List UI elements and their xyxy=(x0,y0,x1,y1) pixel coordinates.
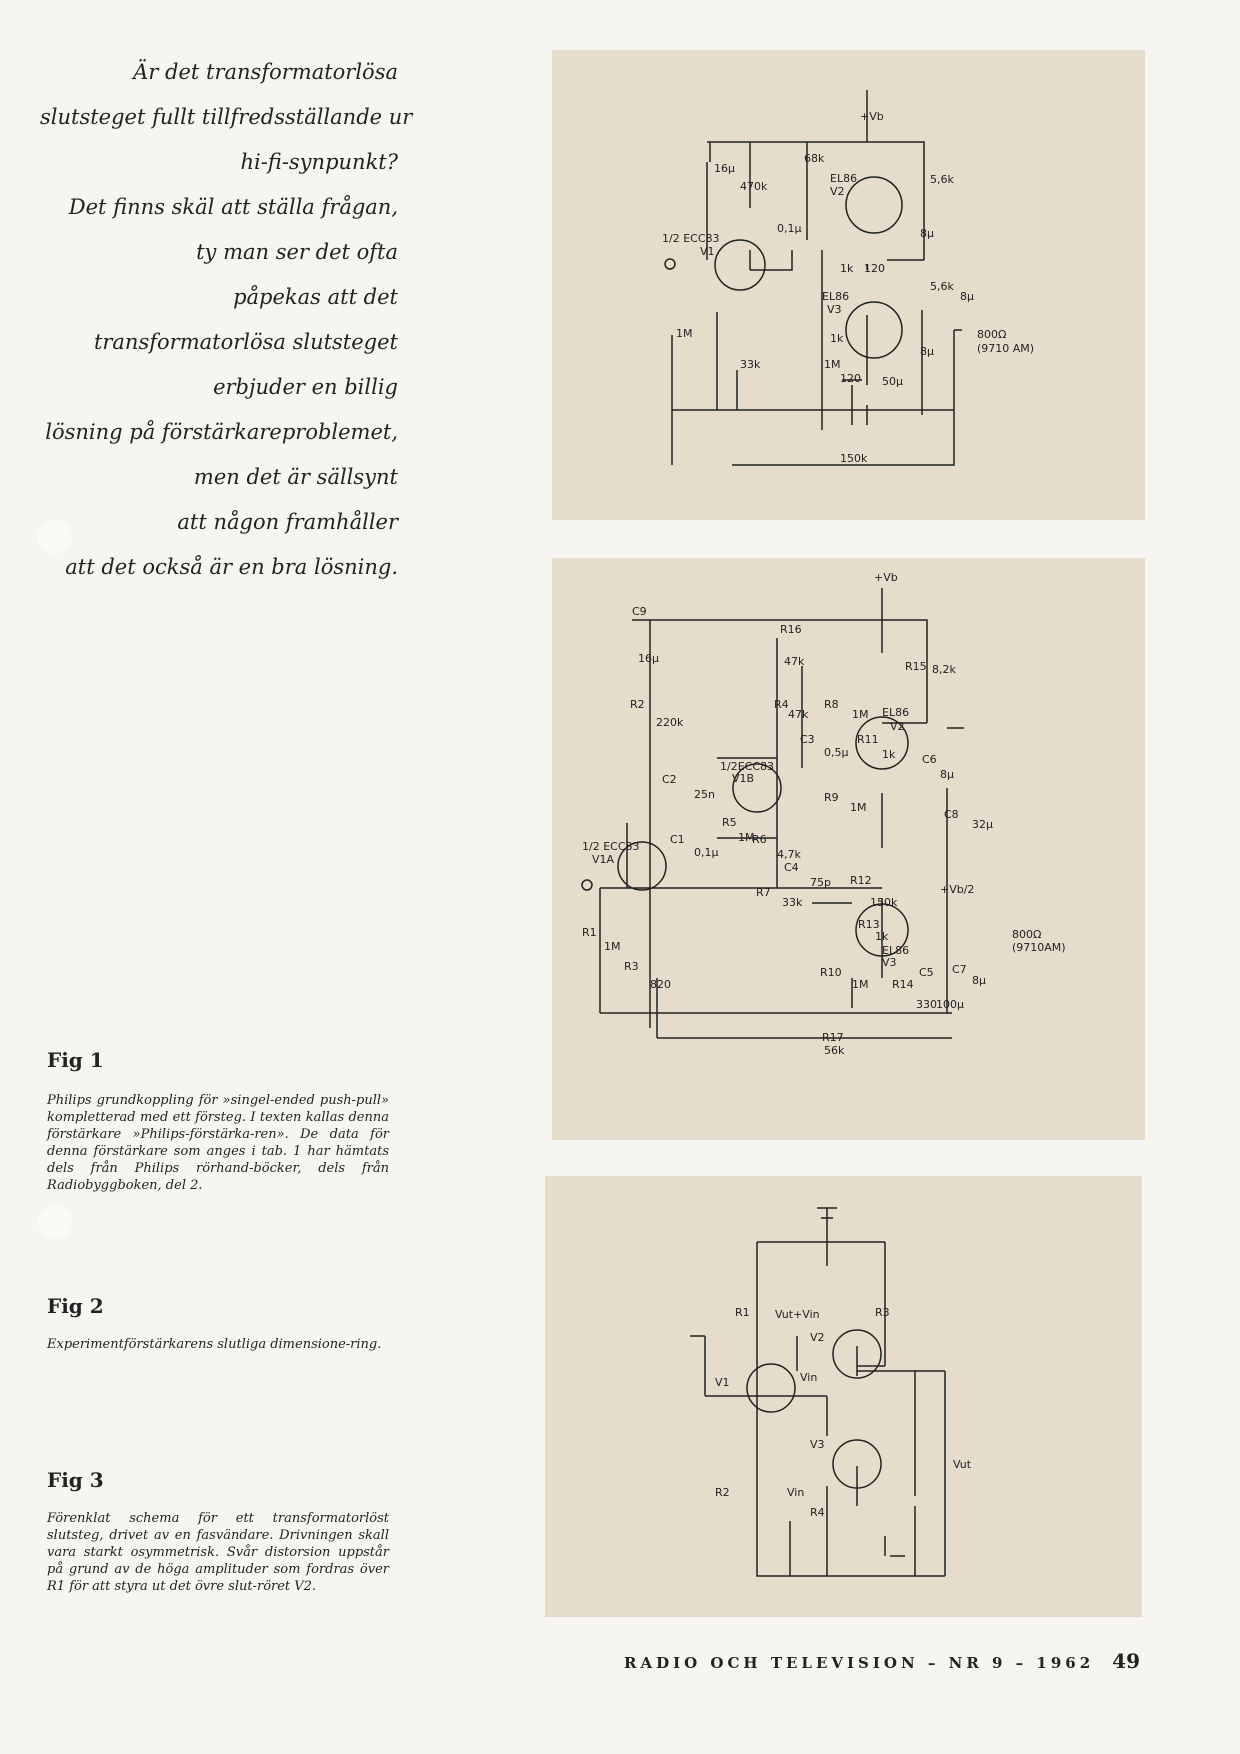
label: 1M xyxy=(852,708,869,721)
label: 1/2ECC83 xyxy=(720,760,775,773)
label: 5,6k xyxy=(930,173,954,186)
label: 120 xyxy=(864,262,885,275)
label: C6 xyxy=(922,753,937,766)
label: 1k xyxy=(830,332,844,345)
pull-quote-line: erbjuder en billig xyxy=(213,375,398,399)
label: 0,1μ xyxy=(777,222,802,235)
label: 33k xyxy=(740,358,761,371)
label: 8μ xyxy=(920,227,934,240)
schematic-2-labels xyxy=(552,558,1145,1140)
label: R10 xyxy=(820,966,842,979)
label: R6 xyxy=(752,833,767,846)
fig3-caption: Förenklat schema för ett transformatorlöst slutsteg, drivet av en fasvändare. Drivningen skall vara starkt osymmetrisk. Svår distorsion uppstår på grund av de höga amplituder som fordras över R1 för att styra ut det övre slut-röret V2. xyxy=(47,1511,389,1594)
label: V3 xyxy=(810,1438,825,1451)
label: EL86 xyxy=(822,290,850,303)
label: (9710AM) xyxy=(1012,941,1066,954)
label: V1 xyxy=(715,1376,730,1389)
label: (9710 AM) xyxy=(977,342,1035,355)
label: C9 xyxy=(632,605,647,618)
label: V2 xyxy=(830,185,845,198)
label: 1M xyxy=(604,940,621,953)
label: C3 xyxy=(800,733,815,746)
label: Vut xyxy=(953,1458,972,1471)
label: C8 xyxy=(944,808,959,821)
label: +Vb xyxy=(874,571,898,584)
schematic-3-labels xyxy=(545,1176,1142,1617)
label: R4 xyxy=(774,698,789,711)
label: 8μ xyxy=(940,768,954,781)
pull-quote-line: slutsteget fullt tillfredsställande ur xyxy=(40,105,413,129)
label: 8μ xyxy=(960,290,974,303)
label: 1k xyxy=(840,262,854,275)
label: C1 xyxy=(670,833,685,846)
schematic-1-labels xyxy=(552,50,1145,520)
label: 1k xyxy=(882,748,896,761)
label: 100μ xyxy=(936,998,964,1011)
label: C7 xyxy=(952,963,967,976)
pull-quote-line: ty man ser det ofta xyxy=(196,240,398,264)
label: V2 xyxy=(810,1331,825,1344)
label: R2 xyxy=(715,1486,730,1499)
label: R17 xyxy=(822,1031,844,1044)
label: Vin xyxy=(800,1371,818,1384)
label: C4 xyxy=(784,861,799,874)
pull-quote-line: transformatorlösa slutsteget xyxy=(93,330,398,354)
label: 0,1μ xyxy=(694,846,719,859)
label: R3 xyxy=(875,1306,890,1319)
label: V1A xyxy=(592,853,615,866)
label: 1M xyxy=(676,327,693,340)
label: R8 xyxy=(824,698,839,711)
label: 1/2 ECC83 xyxy=(582,840,640,853)
pull-quote-line: lösning på förstärkareproblemet, xyxy=(45,420,398,444)
label: R13 xyxy=(858,918,880,931)
pull-quote-line: Det finns skäl att ställa frågan, xyxy=(68,195,398,219)
pull-quote-line: att det också är en bra lösning. xyxy=(65,555,398,579)
label: R14 xyxy=(892,978,914,991)
label: R3 xyxy=(624,960,639,973)
label: V2 xyxy=(890,720,905,733)
journal-name: RADIO OCH TELEVISION – NR 9 – 1962 xyxy=(624,1654,1095,1672)
fig2-caption: Experimentförstärkarens slutliga dimensione-ring. xyxy=(47,1337,382,1352)
label: 150k xyxy=(840,452,868,465)
punch-hole xyxy=(38,520,72,554)
label: 820 xyxy=(650,978,671,991)
label: 47k xyxy=(784,655,805,668)
label: R7 xyxy=(756,886,771,899)
label: 1M xyxy=(852,978,869,991)
label: Vut+Vin xyxy=(775,1308,820,1321)
label: R11 xyxy=(857,733,879,746)
label: EL86 xyxy=(882,944,910,957)
label: R1 xyxy=(582,926,597,939)
label: 220k xyxy=(656,716,684,729)
label: +Vb/2 xyxy=(940,883,975,896)
label: 5,6k xyxy=(930,280,954,293)
label: EL86 xyxy=(830,172,858,185)
label: R1 xyxy=(735,1306,750,1319)
label: 470k xyxy=(740,180,768,193)
label: 16μ xyxy=(638,652,659,665)
label-vb: +Vb xyxy=(860,110,884,123)
fig2-label: Fig 2 xyxy=(47,1294,104,1318)
label: 1/2 ECC83 xyxy=(662,232,720,245)
page-footer xyxy=(600,1649,1140,1673)
label: R5 xyxy=(722,816,737,829)
pull-quote-line: påpekas att det xyxy=(233,285,398,309)
label: Vin xyxy=(787,1486,805,1499)
label: 150k xyxy=(870,896,898,909)
pull-quote xyxy=(40,50,413,590)
label: 4,7k xyxy=(777,848,801,861)
label: 32μ xyxy=(972,818,993,831)
label: R16 xyxy=(780,623,802,636)
label: 16μ xyxy=(714,162,735,175)
label: C5 xyxy=(919,966,934,979)
label: 8,2k xyxy=(932,663,956,676)
label: 1M xyxy=(738,831,755,844)
label: R15 xyxy=(905,660,927,673)
label: 8μ xyxy=(972,974,986,987)
page-number: 49 xyxy=(1112,1649,1140,1673)
label: 800Ω xyxy=(1012,928,1042,941)
schematic-panel-2 xyxy=(552,558,1145,1140)
label: 68k xyxy=(804,152,825,165)
label: 1M xyxy=(824,358,841,371)
label: 800Ω xyxy=(977,328,1007,341)
pull-quote-line: hi-fi-synpunkt? xyxy=(240,150,398,174)
label: 25n xyxy=(694,788,715,801)
pull-quote-line: att någon framhåller xyxy=(177,510,398,534)
label: V1 xyxy=(700,245,715,258)
punch-hole xyxy=(38,1205,72,1239)
label: V3 xyxy=(827,303,842,316)
label: 75p xyxy=(810,876,831,889)
label: EL86 xyxy=(882,706,910,719)
label: 50μ xyxy=(882,375,903,388)
label: C2 xyxy=(662,773,677,786)
pull-quote-line: men det är sällsynt xyxy=(193,465,398,489)
schematic-panel-3 xyxy=(545,1176,1142,1617)
label: 47k xyxy=(788,708,809,721)
label: 0,5μ xyxy=(824,746,849,759)
label: R9 xyxy=(824,791,839,804)
pull-quote-line: Är det transformatorlösa xyxy=(133,60,398,84)
label: 1k xyxy=(875,930,889,943)
label: R12 xyxy=(850,874,872,887)
label: R2 xyxy=(630,698,645,711)
label: 56k xyxy=(824,1044,845,1057)
label: V3 xyxy=(882,956,897,969)
label: 8μ xyxy=(920,345,934,358)
label: V1B xyxy=(732,772,755,785)
fig3-label: Fig 3 xyxy=(47,1468,104,1492)
label: 33k xyxy=(782,896,803,909)
fig1-label: Fig 1 xyxy=(47,1048,104,1072)
schematic-panel-1 xyxy=(552,50,1145,520)
label: 1M xyxy=(850,801,867,814)
label: 120 xyxy=(840,372,861,385)
fig1-caption: Philips grundkoppling för »singel-ended push-pull» kompletterad med ett försteg. I texten kallas denna förstärkare »Philips-förstärka-ren». De data för denna förstärkare som anges i tab. 1 har hämtats dels från Philips rörhand-böcker, dels från Radiobyggboken, del 2. xyxy=(47,1093,389,1193)
label: 330 xyxy=(916,998,937,1011)
label: R4 xyxy=(810,1506,825,1519)
